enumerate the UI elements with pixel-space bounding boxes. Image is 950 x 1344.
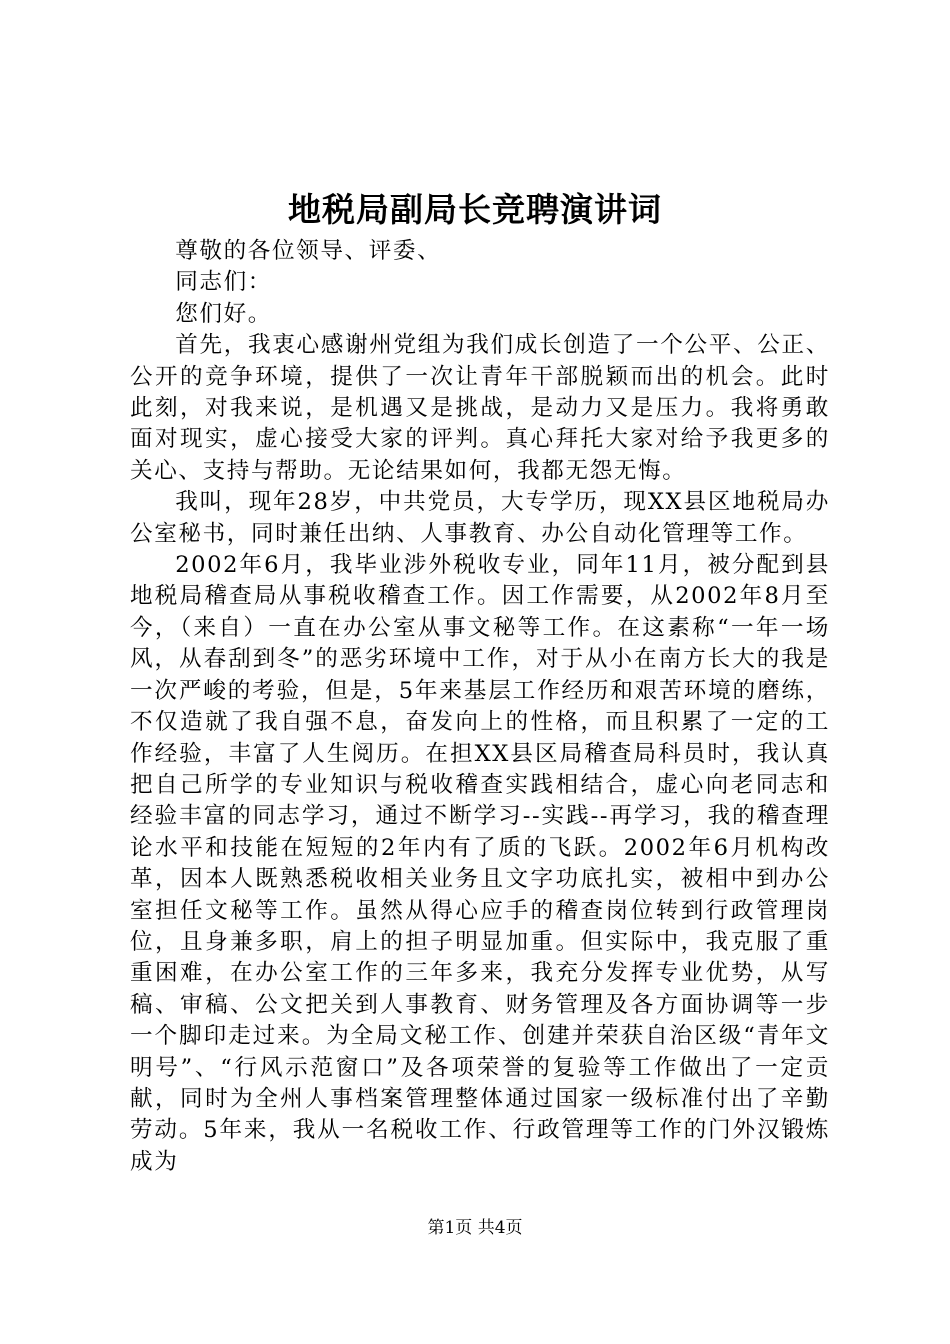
document-body [130,236,830,1178]
paragraph-introduction: 我叫，现年28岁，中共党员，大专学历，现XX县区地税局办公室秘书，同时兼任出纳、人事教育、办公自动化管理等工作。 [130,489,830,547]
page-number-footer: 第1页 共4页 [427,1218,523,1238]
greeting-line: 您们好。 [175,300,272,327]
paragraph-opening: 首先，我衷心感谢州党组为我们成长创造了一个公平、公正、公开的竞争环境，提供了一次让青年干部脱颖而出的机会。此时此刻，对我来说，是机遇又是挑战，是动力又是压力。我将勇敢面对现实，虚心接受大家的评判。真心拜托大家对给予我更多的关心、支持与帮助。无论结果如何，我都无怨无悔。 [130,332,830,484]
paragraph-experience: 2002年6月，我毕业涉外税收专业，同年11月，被分配到县地税局稽查局从事税收稽查工作。因工作需要，从2002年8月至今，（来自）一直在办公室从事文秘等工作。在这素称“一年一场风，从春刮到冬”的恶劣环境中工作，对于从小在南方长大的我是一次严峻的考验，但是，5年来基层工作经历和艰苦环境的磨练，不仅造就了我自强不息，奋发向上的性格，而且积累了一定的工作经验，丰富了人生阅历。在担XX县区局稽查局科员时，我认真把自己所学的专业知识与税收稽查实践相结合，虚心向老同志和经验丰富的同志学习，通过不断学习--实践--再学习，我的稽查理论水平和技能在短短的2年内有了质的飞跃。2002年6月机构改革，因本人既熟悉税收相关业务且文字功底扎实，被相中到办公室担任文秘等工作。虽然从得心应手的稽查岗位转到行政管理岗位，且身兼多职，肩上的担子明显加重。但实际中，我克服了重重困难，在办公室工作的三年多来，我充分发挥专业优势，从写稿、审稿、公文把关到人事教育、财务管理及各方面协调等一步一个脚印走过来。为全局文秘工作、创建并荣获自治区级“青年文明号”、“行风示范窗口”及各项荣誉的复验等工作做出了一定贡献，同时为全州人事档案管理整体通过国家一级标准付出了辛勤劳动。5年来，我从一名税收工作、行政管理等工作的门外汉锻炼成为 [130,552,830,1175]
salutation-line-2: 同志们： [175,269,272,296]
salutation-line-1: 尊敬的各位领导、评委、 [175,238,442,264]
document-title: 地税局副局长竞聘演讲词 [288,190,662,229]
